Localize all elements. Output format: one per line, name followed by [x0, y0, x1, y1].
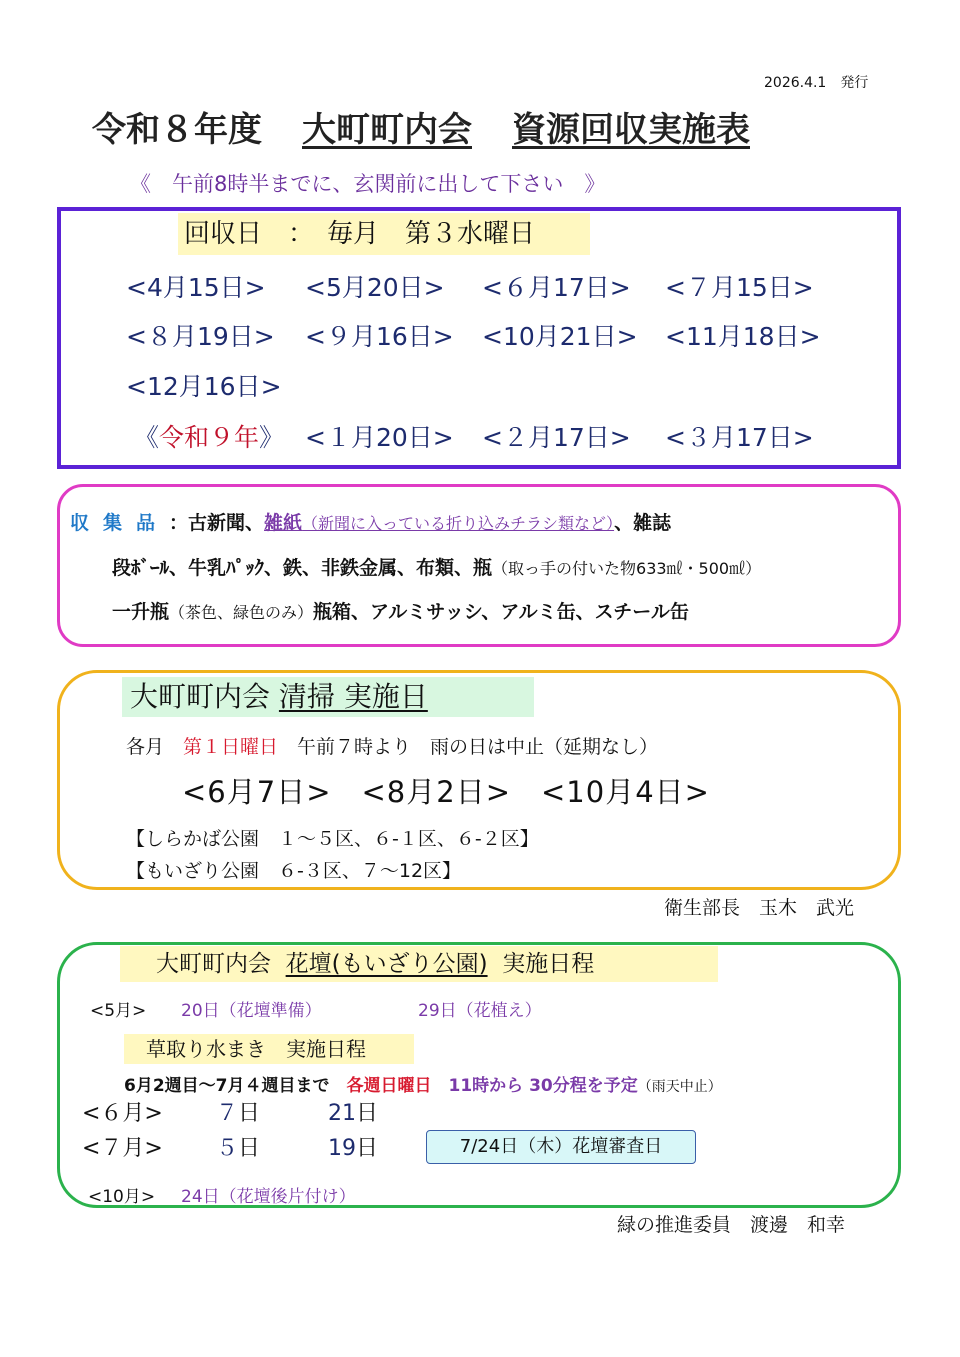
judging-day-badge: 7/24日（木）花壇審査日: [426, 1130, 696, 1164]
reiwa9-label: 《令和９年》: [134, 423, 285, 452]
collection-date: <10月21日>: [482, 322, 638, 351]
collection-date: <11月18日>: [665, 322, 821, 351]
items-line-2: 段ﾎﾞｰﾙ、牛乳ﾊﾟｯｸ、鉄、非鉄金属、布類、瓶（取っ手の付いた物633㎖・500㎖）: [112, 557, 762, 579]
items-line-3: 一升瓶（茶色、緑色のみ）瓶箱、アルミサッシ、アルミ缶、スチール缶: [112, 601, 689, 623]
title-association: 大町町内会: [302, 110, 472, 150]
may-prep: 20日（花壇準備）: [181, 1001, 322, 1021]
title-subject: 資源回収実施表: [512, 110, 750, 150]
collection-date: <１月20日>: [305, 423, 454, 452]
cleaning-heading: 大町町内会 清掃 実施日: [122, 677, 534, 717]
collection-date: <６月17日>: [482, 273, 631, 302]
collection-date: <12月16日>: [126, 372, 282, 401]
collection-date: <７月15日>: [665, 273, 814, 302]
collection-date: <5月20日>: [305, 273, 445, 302]
issue-date: 2026.4.1 発行: [764, 75, 869, 91]
signature-hygiene: 衛生部長 玉木 武光: [664, 897, 855, 919]
deadline-note: 《 午前8時半までに、玄関前に出して下さい 》: [130, 172, 606, 196]
weeding-schedule: 6月2週目～7月４週目まで 各週日曜日 11時から 30分程を予定（雨天中止）: [124, 1076, 722, 1096]
may-planting: 29日（花植え）: [418, 1001, 542, 1021]
weeding-heading: 草取り水まき 実施日程: [124, 1034, 414, 1064]
signature-greenery: 緑の推進委員 渡邊 和幸: [617, 1214, 846, 1236]
july-day-2: 19日: [328, 1136, 379, 1161]
items-label: 収集品: [70, 512, 170, 534]
october-label: <10月>: [88, 1187, 156, 1207]
collection-date: <９月16日>: [305, 322, 454, 351]
collection-date: <８月19日>: [126, 322, 275, 351]
reiwa9-year: 令和９年: [159, 423, 260, 452]
july-day-1: ５日: [216, 1136, 261, 1161]
july-label: <７月>: [82, 1136, 163, 1161]
june-day-2: 21日: [328, 1101, 379, 1126]
park-shirakaba: 【しらかば公園 １～５区、６-１区、６-２区】: [126, 828, 539, 850]
park-moizari: 【もいざり公園 ６-３区、７～12区】: [126, 860, 462, 882]
cleaning-dates: <6月7日> <8月2日> <10月4日>: [182, 775, 710, 809]
may-label: <5月>: [90, 1001, 147, 1021]
collection-date: <4月15日>: [126, 273, 266, 302]
items-line-1: 収集品：古新聞、雑紙（新聞に入っている折り込みチラシ類など）、雑誌: [70, 512, 672, 534]
title-year: 令和８年度: [92, 110, 262, 150]
collection-date: <３月17日>: [665, 423, 814, 452]
collection-date: <２月17日>: [482, 423, 631, 452]
collection-day-heading: 回収日 ： 毎月 第３水曜日: [178, 213, 590, 255]
flower-heading: 大町町内会 花壇(もいざり公園) 実施日程: [120, 946, 718, 982]
cleaning-schedule: 各月 第１日曜日 午前７時より 雨の日は中止（延期なし）: [126, 736, 659, 758]
october-cleanup: 24日（花壇後片付け）: [181, 1187, 356, 1207]
june-label: <６月>: [82, 1101, 163, 1126]
june-day-1: ７日: [216, 1101, 261, 1126]
page-title: [92, 102, 750, 151]
